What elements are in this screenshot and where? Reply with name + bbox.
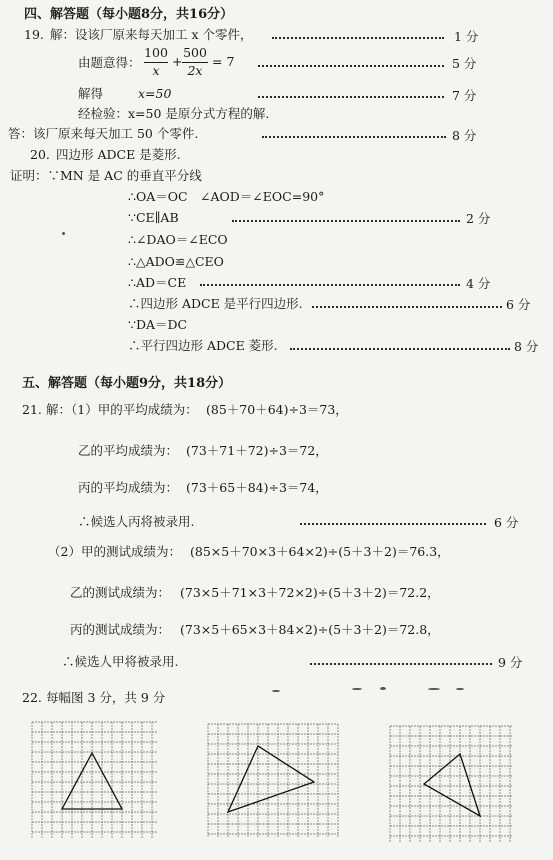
leader-dots — [312, 306, 502, 308]
leader-dots — [300, 523, 486, 525]
q21-p2-prefix: （2）甲的测试成绩为： — [48, 544, 181, 559]
triangle — [228, 746, 314, 812]
proof-line: ∵DA＝DC — [128, 317, 188, 332]
q19-answer: 答：该厂原来每天加工 50 个零件. — [8, 126, 199, 141]
q21-label: 21. — [22, 402, 42, 417]
fraction-denominator: x — [152, 62, 160, 78]
fraction — [182, 47, 208, 77]
q20-claim: 四边形 ADCE 是菱形. — [56, 147, 181, 162]
grid-figure-3 — [388, 724, 514, 844]
q21-p2-jia: (85×5＋70×3＋64×2)÷(5＋3＋2)＝76.3， — [190, 544, 450, 559]
grid-lines — [32, 722, 158, 838]
q19-label: 19. — [24, 27, 44, 42]
section-4-header: 四、解答题（每小题8分，共16分） — [24, 7, 234, 22]
q22-description: 每幅图 3 分，共 9 分 — [46, 690, 166, 705]
leader-dots — [200, 284, 460, 286]
q21-p1-yi-label: 乙的平均成绩为： — [78, 443, 179, 458]
proof-line: ∴平行四边形 ADCE 菱形. — [128, 338, 278, 353]
score-mark: 8 分 — [514, 339, 539, 354]
q21-p2-bing: (73×5＋65×3＋84×2)÷(5＋3＋2)＝72.8， — [180, 622, 440, 637]
q21-p2-conclusion: ∴候选人甲将被录用. — [62, 654, 179, 669]
score-mark: 9 分 — [498, 655, 523, 670]
solve-value: x=50 — [138, 86, 172, 101]
grid-figure-2 — [206, 722, 340, 840]
fraction — [144, 47, 168, 77]
leader-dots — [290, 348, 510, 350]
proof-head: 证明：∵MN 是 AC 的垂直平分线 — [10, 168, 202, 183]
proof-line: ∴∠DAO＝∠ECO — [128, 232, 228, 247]
leader-dots — [262, 136, 446, 138]
solve-label: 解得 — [78, 86, 104, 101]
q21-p2-yi: (73×5＋71×3＋72×2)÷(5＋3＋2)＝72.2， — [180, 585, 440, 600]
score-mark: 8 分 — [452, 128, 477, 143]
scan-smudge — [380, 687, 386, 690]
section-5-header: 五、解答题（每小题9分，共18分） — [22, 376, 232, 391]
fraction-numerator: 500 — [183, 45, 207, 60]
score-mark: 1 分 — [454, 29, 479, 44]
leader-dots — [258, 65, 444, 67]
proof-line: ∴四边形 ADCE 是平行四边形. — [128, 296, 303, 311]
grid-figure-1 — [30, 720, 160, 840]
q20-label: 20. — [30, 147, 50, 162]
score-mark: 5 分 — [452, 56, 477, 71]
score-mark: 4 分 — [466, 276, 491, 291]
q21-p1-prefix: 解：（1）甲的平均成绩为： — [46, 402, 198, 417]
fraction-numerator: 100 — [144, 45, 168, 60]
score-mark: 6 分 — [494, 515, 519, 530]
score-mark: 7 分 — [452, 88, 477, 103]
scan-smudge — [62, 232, 65, 235]
equation-prefix: 由题意得： — [78, 55, 141, 70]
fraction-denominator: 2x — [187, 62, 203, 78]
plus-sign: + — [172, 54, 183, 69]
leader-dots — [258, 96, 444, 98]
q21-p1-bing-label: 丙的平均成绩为： — [78, 480, 179, 495]
leader-dots — [232, 220, 460, 222]
proof-line: ∵CE∥AB — [128, 210, 179, 225]
q21-p1-jia: (85＋70＋64)÷3＝73， — [206, 402, 348, 417]
q22-label: 22. — [22, 690, 42, 705]
scan-smudge — [352, 688, 362, 690]
q21-p1-yi: (73＋71＋72)÷3＝72， — [186, 443, 328, 458]
q21-p2-bing-label: 丙的测试成绩为： — [70, 622, 171, 637]
equation-tail: = 7 — [212, 54, 235, 69]
score-mark: 2 分 — [466, 211, 491, 226]
scan-smudge — [272, 690, 280, 692]
q21-p1-bing: (73＋65＋84)÷3＝74， — [186, 480, 328, 495]
proof-line: ∴AD＝CE — [128, 275, 187, 290]
leader-dots — [272, 37, 444, 39]
q21-p2-yi-label: 乙的测试成绩为： — [70, 585, 171, 600]
check-line: 经检验：x=50 是原分式方程的解. — [78, 106, 270, 121]
grid-lines — [390, 726, 512, 842]
leader-dots — [310, 663, 492, 665]
q19-intro: 解：设该厂原来每天加工 x 个零件， — [50, 27, 253, 42]
proof-line: ∴△ADO≌△CEO — [128, 254, 224, 269]
scan-smudge — [456, 688, 464, 690]
q21-p1-conclusion: ∴候选人丙将被录用. — [78, 514, 195, 529]
scan-smudge — [428, 688, 440, 690]
proof-line: ∴OA＝OC ∠AOD＝∠EOC=90° — [128, 189, 325, 204]
grid-lines — [208, 724, 338, 838]
triangle — [424, 754, 480, 816]
score-mark: 6 分 — [506, 297, 531, 312]
